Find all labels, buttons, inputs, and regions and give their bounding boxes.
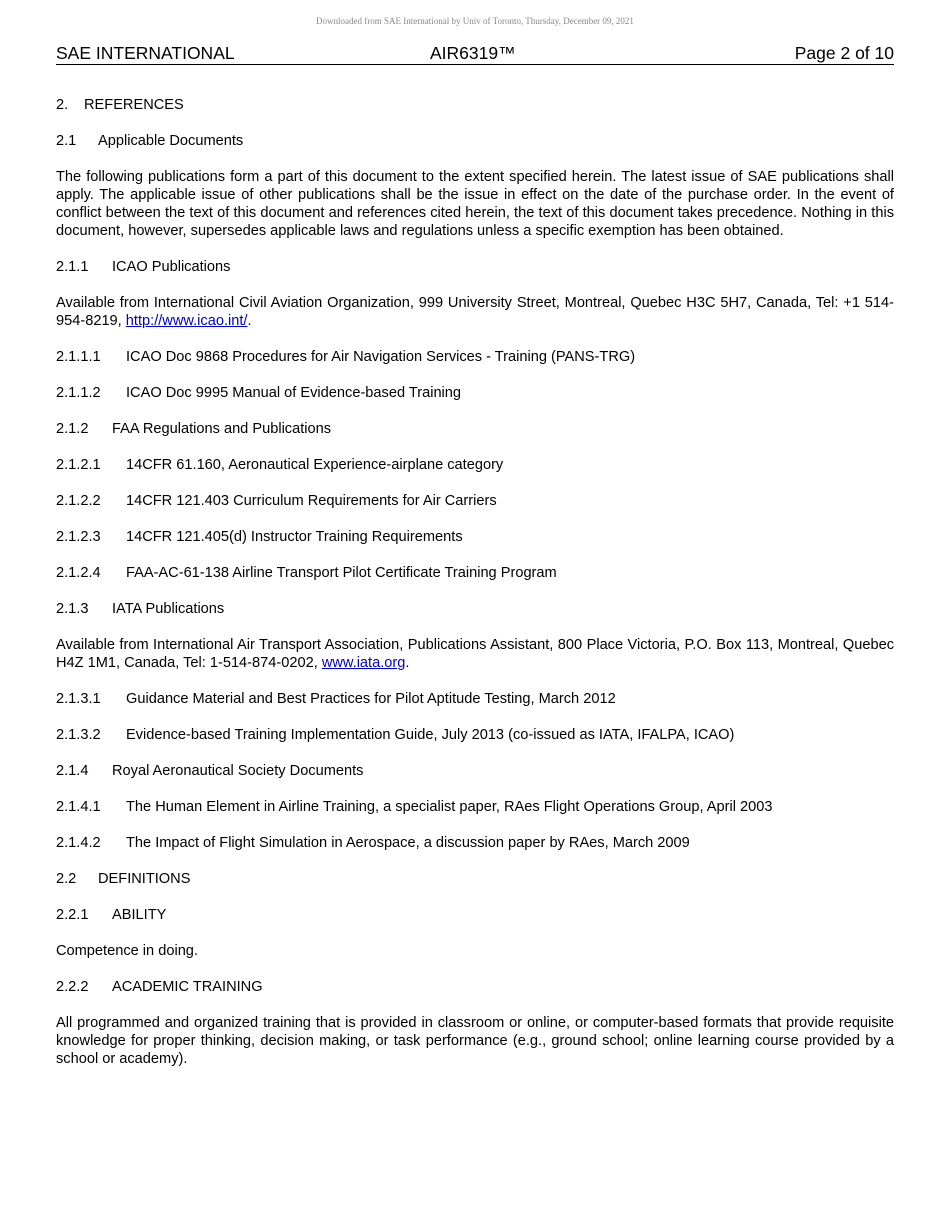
section-2-2-2-heading	[56, 978, 894, 996]
section-number: 2.1.3.2	[56, 727, 101, 743]
section-2-1-2-1-heading	[56, 456, 894, 474]
section-title: 14CFR 121.403 Curriculum Requirements for Air Carriers	[126, 493, 497, 509]
section-title: ABILITY	[112, 907, 167, 923]
section-2-1-3-2-heading	[56, 726, 894, 744]
section-2-2-heading	[56, 870, 894, 888]
section-2-1-4-2-heading	[56, 834, 894, 852]
icao-period: .	[247, 313, 252, 329]
download-watermark: Downloaded from SAE International by Univ of Toronto, Thursday, December 09, 2021	[316, 16, 634, 26]
section-number: 2.1.4.1	[56, 799, 101, 815]
section-2-1-3-heading	[56, 600, 894, 618]
section-2-1-2-heading	[56, 420, 894, 438]
ability-definition: Competence in doing.	[56, 943, 198, 959]
icao-website-link[interactable]: http://www.icao.int/	[125, 313, 248, 329]
iata-period: .	[405, 655, 410, 671]
section-title: Royal Aeronautical Society Documents	[112, 763, 364, 779]
section-title: FAA Regulations and Publications	[112, 421, 332, 437]
section-2-1-4-1-heading	[56, 798, 894, 816]
page-header	[56, 43, 894, 65]
section-number: 2.1.3	[56, 601, 89, 617]
section-title: Guidance Material and Best Practices for Pilot Aptitude Testing, March 2012	[126, 691, 616, 707]
section-title: The Human Element in Airline Training, a specialist paper, RAes Flight Operations Group, April 2003	[126, 799, 773, 815]
section-number: 2.1.4	[56, 763, 89, 779]
section-number: 2.2.1	[56, 907, 89, 923]
section-number: 2.1.2.4	[56, 565, 101, 581]
iata-availability-paragraph	[56, 636, 894, 672]
section-number: 2.2	[56, 871, 77, 887]
section-title: FAA-AC-61-138 Airline Transport Pilot Certificate Training Program	[126, 565, 557, 581]
section-title: The Impact of Flight Simulation in Aerospace, a discussion paper by RAes, March 2009	[126, 835, 690, 851]
section-title: ICAO Doc 9868 Procedures for Air Navigation Services - Training (PANS-TRG)	[126, 349, 636, 365]
section-number: 2.	[56, 97, 69, 113]
section-2-1-4-heading	[56, 762, 894, 780]
header-doc-id: AIR6319™	[430, 43, 516, 63]
iata-website-link[interactable]: www.iata.org	[321, 655, 406, 671]
icao-availability-paragraph	[56, 294, 894, 330]
section-number: 2.1.4.2	[56, 835, 101, 851]
section-2-1-2-2-heading	[56, 492, 894, 510]
section-title: IATA Publications	[112, 601, 225, 617]
section-number: 2.1.1.2	[56, 385, 101, 401]
section-title: ACADEMIC TRAINING	[112, 979, 263, 995]
section-number: 2.1.2.3	[56, 529, 101, 545]
academic-training-definition: All programmed and organized training that is provided in classroom or online, or computer-based formats that provide requisite knowledge for proper thinking, decision making, or task performance (e.g., ground school; online learning course provided by a school or academy).	[56, 1015, 894, 1067]
iata-address-text: Available from International Air Transport Association, Publications Assistant, 800 Place Victoria, P.O. Box 113, Montreal, Quebec H4Z 1M1, Canada, Tel: 1-514-874-0202,	[56, 637, 894, 671]
section-2-1-1-heading	[56, 258, 894, 276]
document-body	[56, 96, 894, 1068]
section-number: 2.1.2.1	[56, 457, 101, 473]
section-title: DEFINITIONS	[98, 871, 191, 887]
header-org: SAE INTERNATIONAL	[56, 43, 235, 63]
icao-address-text: Available from International Civil Aviation Organization, 999 University Street, Montreal, Quebec H3C 5H7, Canada, Tel: +1 514-954-8219,	[56, 295, 894, 329]
section-title: 14CFR 121.405(d) Instructor Training Requirements	[126, 529, 463, 545]
section-2-1-3-1-heading	[56, 690, 894, 708]
section-2-2-1-heading	[56, 906, 894, 924]
applicable-documents-paragraph: The following publications form a part of this document to the extent specified herein. The latest issue of SAE publications shall apply. The applicable issue of other publications shall be the issue in effect on the date of the purchase order. In the event of conflict between the text of this document and references cited herein, the text of this document takes precedence. Nothing in this document, however, supersedes applicable laws and regulations unless a specific exemption has been obtained.	[56, 169, 894, 239]
section-number: 2.2.2	[56, 979, 89, 995]
section-2-heading	[56, 96, 894, 114]
section-number: 2.1	[56, 133, 77, 149]
section-number: 2.1.1	[56, 259, 89, 275]
section-number: 2.1.2	[56, 421, 89, 437]
section-number: 2.1.1.1	[56, 349, 101, 365]
section-2-1-1-2-heading	[56, 384, 894, 402]
section-2-1-heading	[56, 132, 894, 150]
section-title: 14CFR 61.160, Aeronautical Experience-airplane category	[126, 457, 504, 473]
section-2-1-2-4-heading	[56, 564, 894, 582]
section-title: Applicable Documents	[98, 133, 244, 149]
section-title: ICAO Doc 9995 Manual of Evidence-based Training	[126, 385, 462, 401]
section-number: 2.1.2.2	[56, 493, 101, 509]
section-title: Evidence-based Training Implementation Guide, July 2013 (co-issued as IATA, IFALPA, ICAO)	[126, 727, 735, 743]
section-2-1-2-3-heading	[56, 528, 894, 546]
section-number: 2.1.3.1	[56, 691, 101, 707]
section-title: ICAO Publications	[112, 259, 231, 275]
section-2-1-1-1-heading	[56, 348, 894, 366]
section-title: REFERENCES	[84, 97, 184, 113]
header-page-number: Page 2 of 10	[794, 43, 894, 63]
